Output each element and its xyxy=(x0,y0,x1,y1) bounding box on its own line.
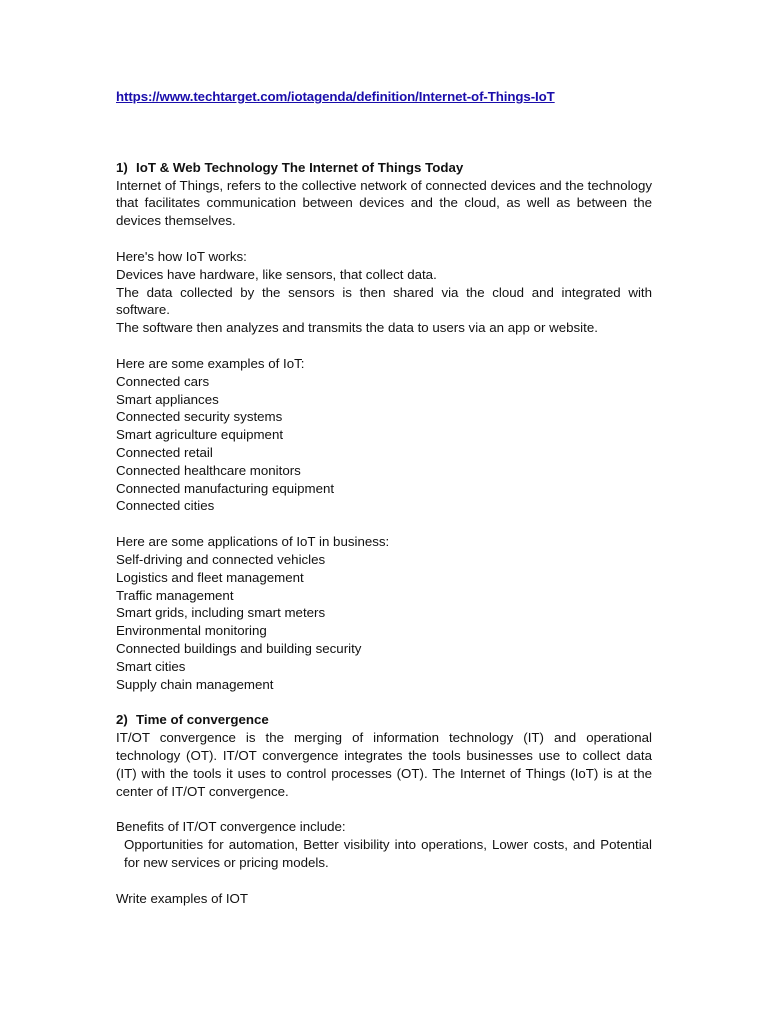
applications-heading: Here are some applications of IoT in business: xyxy=(116,534,390,550)
list-item: Connected cars xyxy=(116,373,210,389)
section-2-title: Time of convergence xyxy=(136,712,269,728)
section-2-heading xyxy=(116,711,652,729)
list-item: Logistics and fleet management xyxy=(116,569,304,585)
list-item: Connected buildings and building security xyxy=(116,640,362,656)
how-line: The data collected by the sensors is then shared via the cloud and integrated with software. xyxy=(116,284,652,318)
how-line: Devices have hardware, like sensors, that collect data. xyxy=(116,266,437,282)
section-1-intro: Internet of Things, refers to the collective network of connected devices and the technology that facilitates communication between devices and the cloud, as well as between the devices themselves. xyxy=(116,177,652,229)
list-item: Connected retail xyxy=(116,444,213,460)
spacer xyxy=(116,693,652,711)
section-2-number: 2) xyxy=(116,712,128,728)
spacer xyxy=(116,515,652,533)
list-item: Smart cities xyxy=(116,658,186,674)
how-line: The software then analyzes and transmits the data to users via an app or website. xyxy=(116,320,598,336)
section-1-number: 1) xyxy=(116,159,128,175)
source-link[interactable]: https://www.techtarget.com/iotagenda/definition/Internet-of-Things-IoT xyxy=(116,89,555,104)
spacer xyxy=(116,872,652,890)
exercise-prompt: Write examples of IOT xyxy=(116,890,249,906)
list-item: Connected cities xyxy=(116,498,215,514)
applications-list xyxy=(116,551,652,693)
section-1-heading xyxy=(116,159,652,177)
list-item: Supply chain management xyxy=(116,676,274,692)
list-item: Connected manufacturing equipment xyxy=(116,480,335,496)
section-2-intro: IT/OT convergence is the merging of information technology (IT) and operational technology (OT). IT/OT convergence integrates the tools businesses use to collect data (IT) with the tools it uses to control processes (OT). The Internet of Things (IoT) is at the center of IT/OT convergence. xyxy=(116,730,652,799)
spacer xyxy=(116,230,652,248)
benefits-text: Opportunities for automation, Better visibility into operations, Lower costs, and Potential for new services or pricing models. xyxy=(124,837,652,870)
list-item: Traffic management xyxy=(116,587,234,603)
list-item: Environmental monitoring xyxy=(116,623,267,639)
examples-heading: Here are some examples of IoT: xyxy=(116,355,305,371)
examples-list xyxy=(116,373,652,515)
how-iot-works-heading: Here's how IoT works: xyxy=(116,248,247,264)
spacer xyxy=(116,337,652,355)
benefits-heading: Benefits of IT/OT convergence include: xyxy=(116,819,346,835)
spacer xyxy=(116,106,652,159)
list-item: Connected security systems xyxy=(116,409,283,425)
list-item: Connected healthcare monitors xyxy=(116,462,301,478)
list-item: Smart grids, including smart meters xyxy=(116,605,326,621)
list-item: Smart appliances xyxy=(116,391,219,407)
list-item: Smart agriculture equipment xyxy=(116,427,284,443)
section-1-title: IoT & Web Technology The Internet of Things Today xyxy=(136,159,464,175)
list-item: Self-driving and connected vehicles xyxy=(116,551,326,567)
spacer xyxy=(116,800,652,818)
document-page xyxy=(116,88,652,907)
